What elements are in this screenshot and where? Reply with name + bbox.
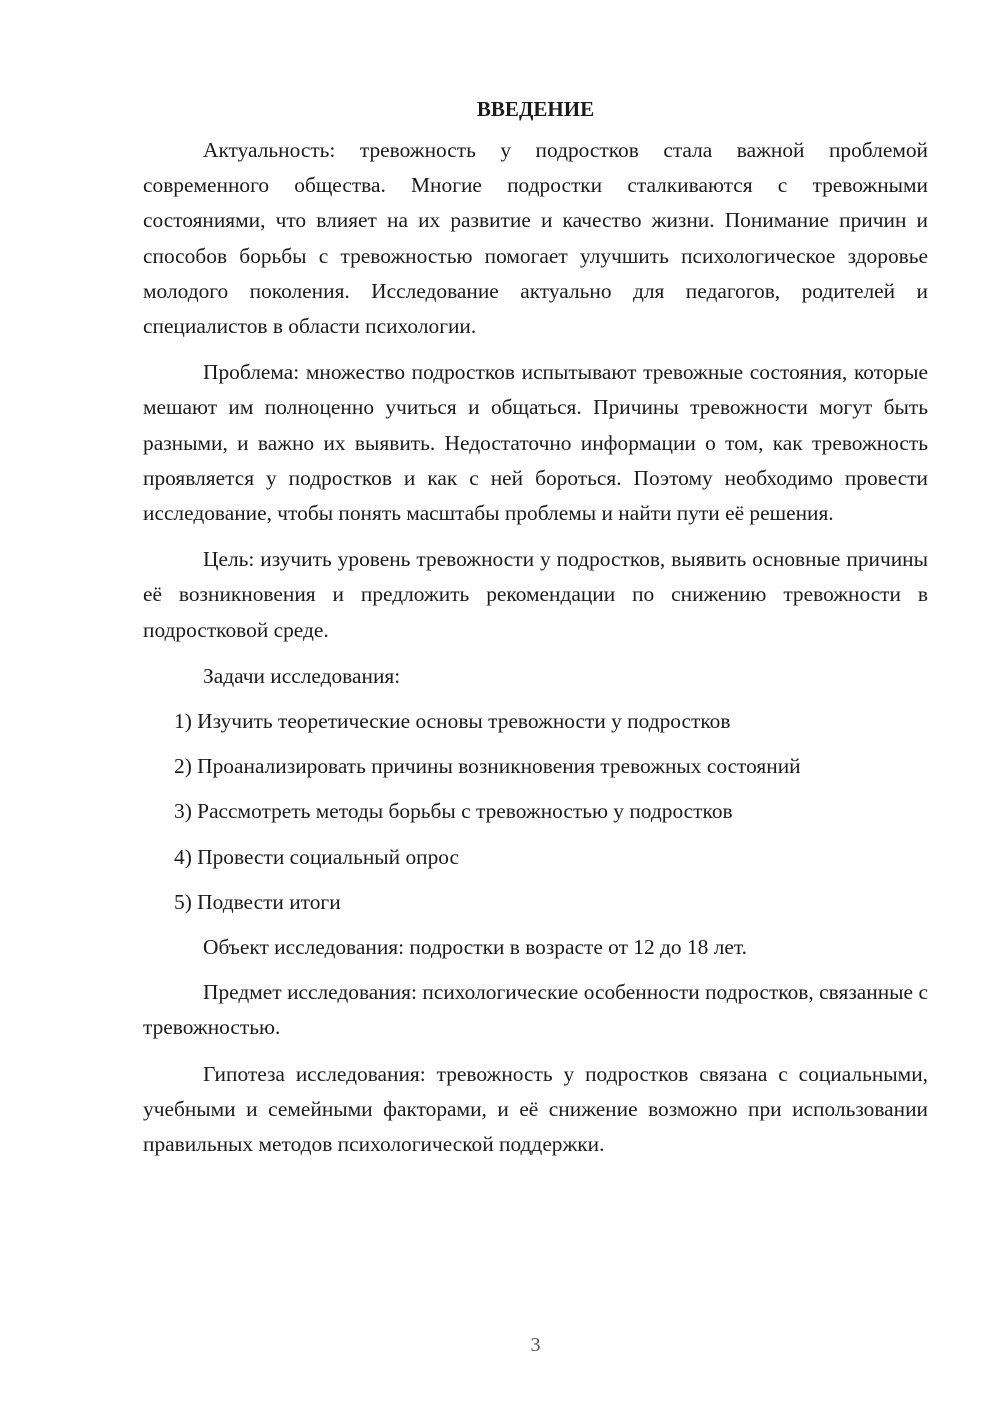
page-title: ВВЕДЕНИЕ xyxy=(476,97,595,121)
document-page xyxy=(143,92,928,1173)
page-number: 3 xyxy=(530,1334,541,1356)
list-item: 3) Рассмотреть методы борьбы с тревожностью у подростков xyxy=(174,799,733,824)
subject-paragraph: Предмет исследования: психологические особенности подростков, связанные с тревожностью. xyxy=(143,980,928,1040)
hypothesis-paragraph: Гипотеза исследования: тревожность у подростков связана с социальными, учебными и семейными факторами, и её снижение возможно при использовании правильных методов психологической поддержки. xyxy=(143,1061,928,1157)
goal-paragraph: Цель: изучить уровень тревожности у подростков, выявить основные причины её возникновения и предложить рекомендации по снижению тревожности в подростковой среде. xyxy=(143,547,928,642)
list-item: 2) Проанализировать причины возникновения тревожных состояний xyxy=(174,754,801,779)
problem-paragraph: Проблема: множество подростков испытывают тревожные состояния, которые мешают им полноценно учиться и общаться. Причины тревожности могут быть разными, и важно их выявить. Недостаточно информации о том, как тревожность проявляется у подростков и как с ней бороться. Поэтому необходимо провести исследование, чтобы понять масштабы проблемы и найти пути её решения. xyxy=(143,360,928,526)
object-paragraph: Объект исследования: подростки в возрасте от 12 до 18 лет. xyxy=(203,935,747,960)
relevance-paragraph: Актуальность: тревожность у подростков стала важной проблемой современного общества. Многие подростки сталкиваются с тревожными состояниями, что влияет на их развитие и качество жизни. Понимание причин и способов борьбы с тревожностью помогает улучшить психологическое здоровье молодого поколения. Исследование актуально для педагогов, родителей и специалистов в области психологии. xyxy=(143,138,928,339)
tasks-list xyxy=(143,704,928,920)
list-item: 1) Изучить теоретические основы тревожности у подростков xyxy=(174,709,731,734)
list-item: 5) Подвести итоги xyxy=(174,889,341,914)
list-item: 4) Провести социальный опрос xyxy=(174,844,460,869)
tasks-title: Задачи исследования: xyxy=(203,663,401,688)
